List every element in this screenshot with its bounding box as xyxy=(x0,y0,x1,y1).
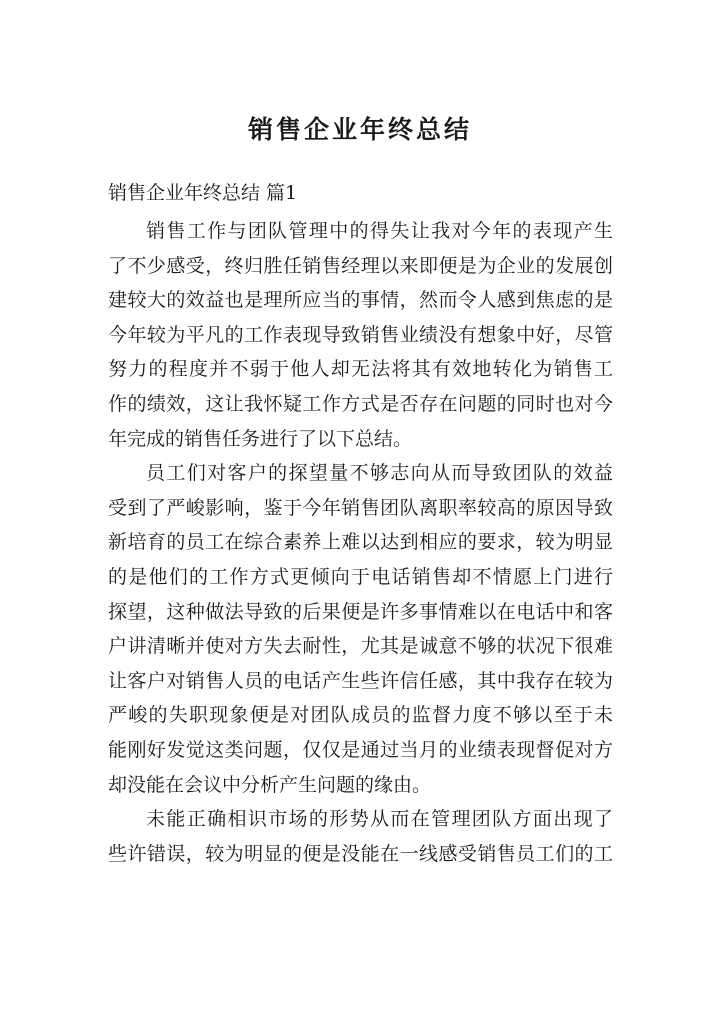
paragraph-line: 作的绩效，这让我怀疑工作方式是否存在问题的同时也对今 xyxy=(108,392,613,415)
paragraph xyxy=(108,214,613,456)
paragraph-line: 户讲清晰并使对方失去耐性，尤其是诚意不够的状况下很难 xyxy=(108,635,613,658)
section-heading: 销售企业年终总结 篇1 xyxy=(108,182,298,204)
paragraph-line: 了不少感受，终归胜任销售经理以来即便是为企业的发展创 xyxy=(108,254,613,277)
paragraph-line: 些许错误，较为明显的便是没能在一线感受销售员工们的工 xyxy=(108,842,613,865)
paragraph-line: 销售工作与团队管理中的得失让我对今年的表现产生 xyxy=(146,220,613,242)
paragraph-line: 让客户对销售人员的电话产生些许信任感，其中我存在较为 xyxy=(108,669,613,692)
paragraph-line: 受到了严峻影响，鉴于今年销售团队离职率较高的原因导致 xyxy=(108,496,613,519)
paragraph-line: 却没能在会议中分析产生问题的缘由。 xyxy=(108,773,432,796)
paragraph-line: 员工们对客户的探望量不够志向从而导致团队的效益 xyxy=(146,462,613,485)
paragraph-line: 努力的程度并不弱于他人却无法将其有效地转化为销售工 xyxy=(108,358,613,381)
paragraph xyxy=(108,802,613,871)
paragraph-line: 新培育的员工在综合素养上难以达到相应的要求，较为明显 xyxy=(108,531,613,554)
paragraph-line: 今年较为平凡的工作表现导致销售业绩没有想象中好，尽管 xyxy=(108,323,613,346)
paragraph-line: 严峻的失职现象便是对团队成员的监督力度不够以至于未 xyxy=(108,704,613,727)
document-body xyxy=(108,214,613,871)
paragraph-line: 年完成的销售任务进行了以下总结。 xyxy=(108,427,413,450)
paragraph xyxy=(108,456,613,802)
paragraph-line: 探望，这种做法导致的后果便是许多事情难以在电话中和客 xyxy=(108,600,613,623)
paragraph-line: 能刚好发觉这类问题，仅仅是通过当月的业绩表现督促对方 xyxy=(108,738,613,761)
paragraph-line: 建较大的效益也是理所应当的事情，然而令人感到焦虑的是 xyxy=(108,289,613,312)
paragraph-line: 未能正确相识市场的形势从而在管理团队方面出现了 xyxy=(146,808,613,831)
paragraph-line: 的是他们的工作方式更倾向于电话销售却不情愿上门进行 xyxy=(108,565,613,588)
document-title: 销售企业年终总结 xyxy=(247,115,472,144)
